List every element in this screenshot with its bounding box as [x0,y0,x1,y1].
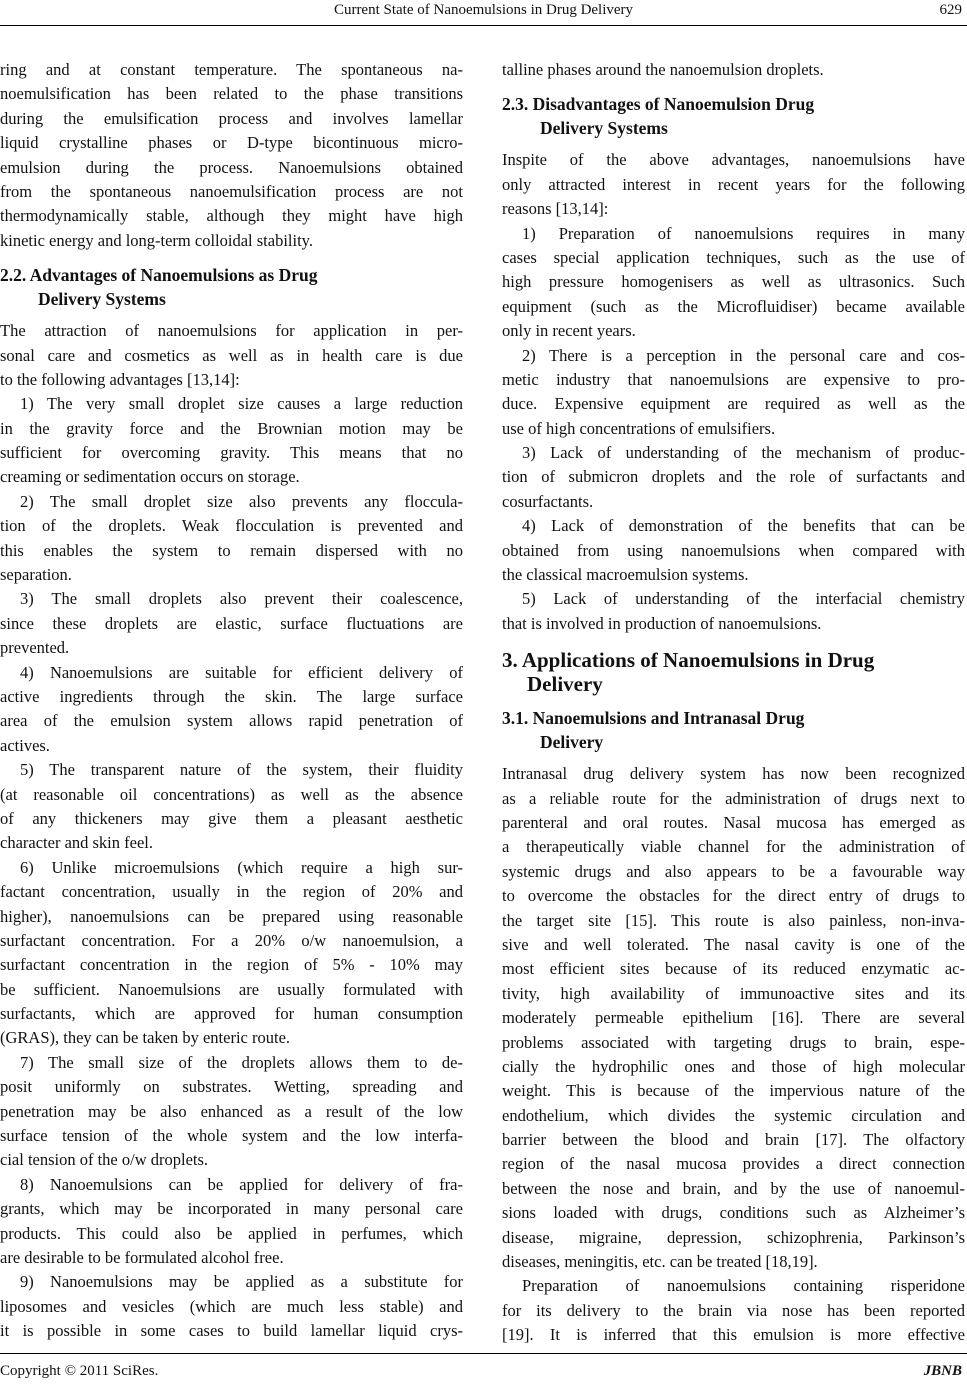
text-line: sufficient for overcoming gravity. This means that no [0,443,463,463]
text-line: products. This could also be applied in perfumes, which [0,1223,463,1243]
text-line: region of the nasal mucosa provides a direct connection [502,1154,965,1174]
text-line: high pressure homogenisers as well as ultrasonics. Such [502,272,965,292]
text-line: for its delivery to the brain via nose has been reported [502,1300,965,1320]
text-line: a therapeutically viable channel for the administration of [502,837,965,857]
text-line: 2) The small droplet size also prevents any floccula- [20,491,463,511]
text-line: since these droplets are elastic, surface fluctuations are [0,613,463,633]
text-line: cases special application techniques, such as the use of [502,247,965,267]
text-line: actives. [0,735,50,755]
text-line: grants, which may be incorporated in many personal care [0,1199,463,1219]
text-line: prevented. [0,638,70,658]
text-line: surfactant concentration. For a 20% o/w nanoemulsion, a [0,930,463,950]
text-line: tivity, high availability of immunoactive sites and its [502,983,965,1003]
paragraph [502,58,965,82]
text-line: Inspite of the above advantages, nanoemulsions have [502,150,965,170]
text-line: thermodynamically stable, although they might have high [0,206,463,226]
paragraph [502,148,965,221]
running-title: Current State of Nanoemulsions in Drug Delivery [333,2,634,18]
text-line: liquid crystalline phases or D-type bicontinuous micro- [0,133,463,153]
paragraph [502,441,965,514]
text-line: 9) Nanoemulsions may be applied as a substitute for [20,1272,463,1292]
paragraph [0,392,463,490]
text-line: the target site [15]. This route is also painless, non-inva- [502,910,965,930]
heading-line: Delivery [527,672,603,697]
text-line: reasons [13,14]: [502,199,609,219]
paragraph [502,587,965,636]
paragraph [0,758,463,856]
paragraph [0,58,463,253]
text-line: as a reliable route for the administration of drugs next to [502,788,965,808]
left-column [0,58,463,1344]
heading-line: 2.2. Advantages of Nanoemulsions as Drug [0,265,318,286]
text-line: that is involved in production of nanoemulsions. [502,613,822,633]
text-line: The attraction of nanoemulsions for application in per- [0,321,463,341]
text-line: use of high concentrations of emulsifiers. [502,418,776,438]
text-line: talline phases around the nanoemulsion droplets. [502,60,824,79]
text-line: problems associated with targeting drugs to brain, espe- [502,1032,965,1052]
text-line: tion of submicron droplets and the role of surfactants and [502,467,965,487]
text-line: surfactants, which are approved for human consumption [0,1004,463,1024]
text-line: barrier between the blood and brain [17]. The olfactory [502,1130,965,1150]
text-line: in the gravity force and the Brownian motion may be [0,418,463,438]
text-line: 4) Lack of demonstration of the benefits that can be [522,516,965,536]
text-line: this enables the system to remain dispersed with no [0,540,463,560]
text-line: active ingredients through the skin. The large surface [0,686,463,706]
text-line: tion of the droplets. Weak flocculation is prevented and [0,516,463,536]
text-line: separation. [0,565,72,585]
text-line: [19]. It is inferred that this emulsion is more effective [502,1325,965,1345]
paragraph [0,1051,463,1173]
text-line: it is possible in some cases to build lamellar liquid crys- [0,1321,463,1341]
paragraph [0,661,463,759]
text-line: ring and at constant temperature. The spontaneous na- [0,60,463,79]
chapter-heading [502,648,965,696]
paragraph [0,1270,463,1343]
paragraph [502,222,965,344]
paragraph [502,344,965,442]
text-line: duce. Expensive equipment are required as well as the [502,394,965,414]
text-line: 5) The transparent nature of the system, their fluidity [20,760,463,780]
text-line: kinetic energy and long-term colloidal stability. [0,230,313,250]
footer-journal: JBNB [923,1363,962,1379]
text-line: 3) Lack of understanding of the mechanism of produc- [522,443,965,463]
text-line: parenteral and oral routes. Nasal mucosa has emerged as [502,812,965,832]
text-line: 3) The small droplets also prevent their coalescence, [20,589,463,609]
text-line: Preparation of nanoemulsions containing risperidone [522,1276,965,1296]
right-column [502,58,965,1348]
paragraph [0,1173,463,1271]
text-line: endothelium, which divides the systemic circulation and [502,1105,965,1125]
text-line: most efficient sites because of its reduced enzymatic ac- [502,959,965,979]
heading-line: Delivery Systems [540,118,668,139]
text-line: moderately permeable epithelium [16]. There are several [502,1008,965,1028]
text-line: equipment (such as the Microfluidiser) became available [502,296,965,316]
text-line: 1) The very small droplet size causes a large reduction [20,394,463,414]
text-line: obtained from using nanoemulsions when compared with [502,540,965,560]
text-line: between the nose and brain, and by the use of nanoemul- [502,1178,965,1198]
section-heading [502,92,965,140]
footer-copyright: Copyright © 2011 SciRes. [0,1363,159,1379]
section-heading [0,263,463,311]
paragraph [502,514,965,587]
text-line: to overcome the obstacles for the direct entry of drugs to [502,886,965,906]
text-line: diseases, meningitis, etc. can be treated [18,19]. [502,1252,818,1272]
text-line: 6) Unlike microemulsions (which require a high sur- [20,857,463,877]
text-line: surfactant concentration in the region of 5% - 10% may [0,955,463,975]
paragraph [0,490,463,588]
paragraph [502,762,965,1274]
paragraph [0,856,463,1051]
header-rule [0,25,967,26]
text-line: of any thickeners may give them a pleasant aesthetic [0,808,463,828]
footer-rule [0,1353,967,1354]
text-line: area of the emulsion system allows rapid penetration of [0,711,463,731]
paragraph [0,319,463,392]
text-line: liposomes and vesicles (which are much less stable) and [0,1296,463,1316]
text-line: 8) Nanoemulsions can be applied for delivery of fra- [20,1174,463,1194]
text-line: 5) Lack of understanding of the interfacial chemistry [522,589,965,609]
text-line: factant concentration, usually in the region of 20% and [0,882,463,902]
text-line: higher), nanoemulsions can be prepared using reasonable [0,906,463,926]
text-line: character and skin feel. [0,833,153,853]
text-line: cially the hydrophilic ones and those of high molecular [502,1056,965,1076]
text-line: systemic drugs and also appears to be a favourable way [502,861,965,881]
text-line: posit uniformly on substrates. Wetting, spreading and [0,1077,463,1097]
text-line: 4) Nanoemulsions are suitable for efficient delivery of [20,662,463,682]
text-line: only in recent years. [502,321,636,341]
text-line: sive and well tolerated. The nasal cavity is one of the [502,934,965,954]
text-line: from the spontaneous nanoemulsification process are not [0,181,463,201]
text-line: 2) There is a perception in the personal care and cos- [522,345,965,365]
paragraph [0,587,463,660]
text-line: weight. This is because of the impervious nature of the [502,1081,965,1101]
text-line: 1) Preparation of nanoemulsions requires in many [522,223,965,243]
text-line: 7) The small size of the droplets allows them to de- [20,1052,463,1072]
text-line: penetration may be also enhanced as a result of the low [0,1101,463,1121]
text-line: be sufficient. Nanoemulsions are usually formulated with [0,979,463,999]
heading-line: 3. Applications of Nanoemulsions in Drug [502,648,875,673]
heading-line: 2.3. Disadvantages of Nanoemulsion Drug [502,94,815,115]
text-line: during the emulsification process and involves lamellar [0,108,463,128]
text-line: the classical macroemulsion systems. [502,565,749,585]
heading-line: 3.1. Nanoemulsions and Intranasal Drug [502,708,805,729]
heading-line: Delivery Systems [38,289,166,310]
text-line: cial tension of the o/w droplets. [0,1150,209,1170]
text-line: are desirable to be formulated alcohol free. [0,1247,284,1267]
text-line: (GRAS), they can be taken by enteric route. [0,1028,291,1048]
text-line: creaming or sedimentation occurs on storage. [0,467,300,487]
text-line: (at reasonable oil concentrations) as well as the absence [0,784,463,804]
page-number: 629 [939,2,962,18]
section-heading [502,706,965,754]
text-line: sonal care and cosmetics as well as in health care is due [0,345,463,365]
text-line: emulsion during the process. Nanoemulsions obtained [0,157,463,177]
text-line: metic industry that nanoemulsions are expensive to pro- [502,369,965,389]
text-line: noemulsification has been related to the phase transitions [0,84,463,104]
paragraph [502,1274,965,1347]
text-line: sions loaded with drugs, conditions such as Alzheimer’s [502,1203,965,1223]
text-line: only attracted interest in recent years for the following [502,174,965,194]
heading-line: Delivery [540,732,604,753]
text-line: cosurfactants. [502,491,594,511]
text-line: to the following advantages [13,14]: [0,369,240,389]
text-line: surface tension of the whole system and the low interfa- [0,1126,463,1146]
text-line: disease, migraine, depression, schizophrenia, Parkinson’s [502,1227,965,1247]
text-line: Intranasal drug delivery system has now been recognized [502,764,965,784]
